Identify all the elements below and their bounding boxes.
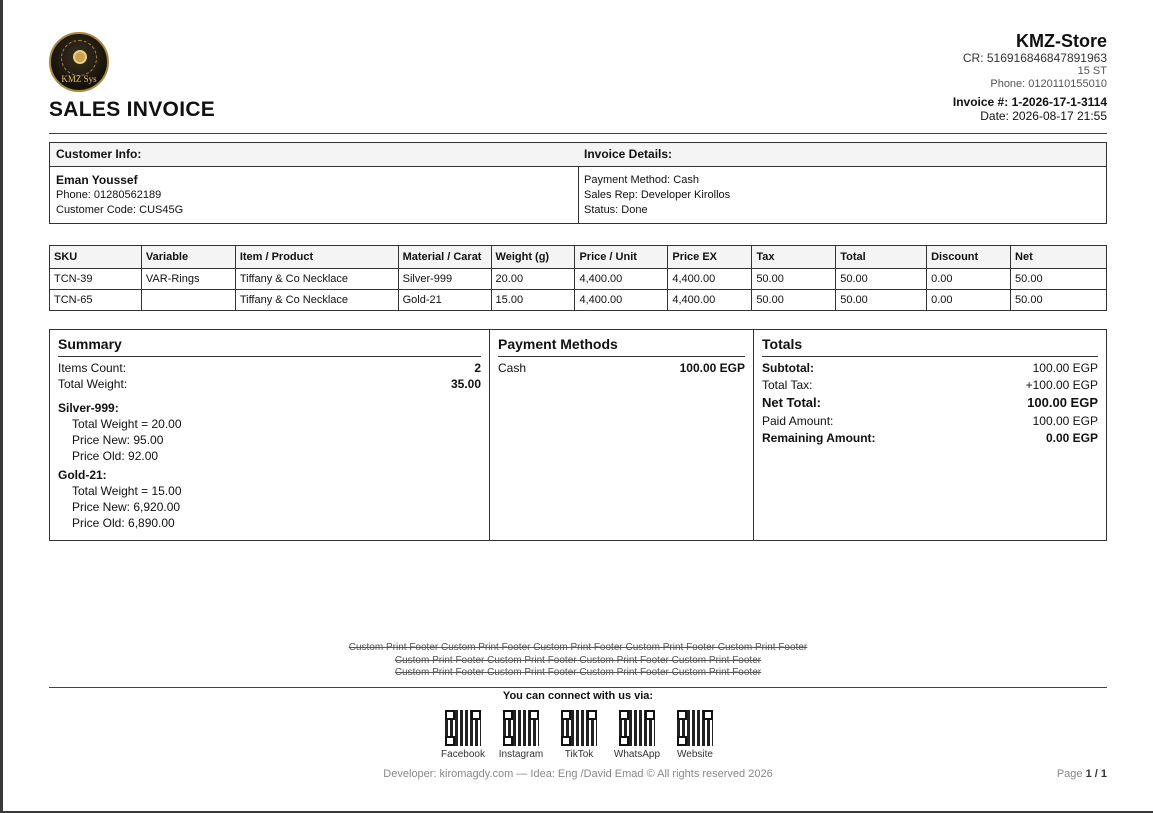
- payment-methods-section: [490, 330, 754, 540]
- invoice-details: [578, 143, 1106, 223]
- items-count: 2: [474, 361, 481, 375]
- table-cell: TCN-65: [50, 290, 142, 311]
- table-cell: TCN-39: [50, 269, 142, 290]
- tax-value: +100.00 EGP: [1025, 378, 1098, 392]
- store-cr: CR: 516916846847891963: [962, 51, 1107, 65]
- page-label: Page: [1056, 768, 1083, 780]
- social-facebook[interactable]: [434, 710, 492, 760]
- material-group-title: Silver-999:: [58, 401, 119, 415]
- connect-heading: You can connect with us via:: [502, 690, 654, 702]
- totals-section: [754, 330, 1106, 540]
- customer-name: Eman Youssef: [56, 173, 138, 187]
- table-row: [50, 290, 1107, 311]
- page-title: SALES INVOICE: [49, 98, 216, 121]
- payment-method: Payment Method: Cash: [584, 174, 699, 186]
- material-group-title: Gold-21:: [58, 468, 107, 482]
- qr-code-icon: [561, 710, 597, 746]
- material-group-line: Price New: 6,920.00: [72, 500, 181, 514]
- social-website[interactable]: [666, 710, 724, 760]
- store-address: 15 ST: [1077, 65, 1107, 77]
- summary-heading: Summary: [58, 336, 481, 357]
- subtotal-label: Subtotal:: [762, 361, 814, 375]
- qr-code-icon: [619, 710, 655, 746]
- custom-footer-line: Custom Print Footer Custom Print Footer Custom Print Footer Custom Print Footer: [394, 667, 762, 678]
- social-label: Instagram: [498, 749, 544, 760]
- invoice-number: 1-2026-17-1-3114: [1011, 95, 1107, 109]
- paid-value: 100.00 EGP: [1032, 414, 1098, 428]
- page-total: / 1: [1094, 768, 1107, 780]
- material-group-line: Price Old: 92.00: [72, 449, 159, 463]
- social-whatsapp[interactable]: [608, 710, 666, 760]
- qr-code-icon: [677, 710, 713, 746]
- sales-rep: Sales Rep: Developer Kirollos: [584, 189, 731, 201]
- column-header: Total: [836, 246, 927, 269]
- table-cell: 0.00: [927, 290, 1011, 311]
- table-cell: Gold-21: [398, 290, 491, 311]
- invoice-date: Date: 2026-08-17 21:55: [980, 109, 1107, 123]
- page-current: 1: [1085, 768, 1092, 780]
- material-group-line: Total Weight = 15.00: [72, 484, 182, 498]
- totals-heading: Totals: [762, 336, 1098, 357]
- table-cell: 50.00: [752, 269, 836, 290]
- table-cell: 4,400.00: [575, 269, 668, 290]
- table-cell: [141, 290, 235, 311]
- invoice-details-heading: Invoice Details:: [578, 143, 1106, 167]
- table-cell: 50.00: [752, 290, 836, 311]
- table-cell: 0.00: [927, 269, 1011, 290]
- column-header: Price EX: [668, 246, 752, 269]
- total-weight-label: Total Weight:: [58, 377, 128, 391]
- summary-block: [49, 329, 1107, 541]
- customer-info-heading: Customer Info:: [50, 143, 578, 167]
- table-cell: VAR-Rings: [141, 269, 235, 290]
- column-header: Item / Product: [235, 246, 398, 269]
- developer-credit: Developer: kiromagdy.com — Idea: Eng /David Emad © All rights reserved 2026: [383, 768, 773, 780]
- header-divider: [49, 133, 1107, 134]
- column-header: Tax: [752, 246, 836, 269]
- social-instagram[interactable]: [492, 710, 550, 760]
- store-logo: [49, 32, 109, 92]
- table-cell: 50.00: [836, 290, 927, 311]
- invoice-meta: [953, 95, 1107, 123]
- store-info: [963, 30, 1107, 91]
- material-group-line: Total Weight = 20.00: [72, 417, 182, 431]
- table-cell: 4,400.00: [668, 269, 752, 290]
- items-count-label: Items Count:: [58, 361, 127, 375]
- material-group-line: Price New: 95.00: [72, 433, 164, 447]
- customer-phone: Phone: 01280562189: [56, 189, 162, 201]
- column-header: Material / Carat: [398, 246, 491, 269]
- store-name: KMZ-Store: [1016, 31, 1107, 51]
- table-cell: 50.00: [1011, 269, 1107, 290]
- summary-section: [50, 330, 490, 540]
- table-cell: 50.00: [1011, 290, 1107, 311]
- material-group-line: Price Old: 6,890.00: [72, 516, 175, 530]
- table-cell: 50.00: [836, 269, 927, 290]
- footer-divider: [49, 687, 1107, 688]
- paid-label: Paid Amount:: [762, 414, 834, 428]
- viewer-frame-left: [0, 0, 3, 813]
- table-header-row: [50, 246, 1107, 269]
- column-header: Weight (g): [491, 246, 575, 269]
- invoice-number-label: Invoice #:: [952, 95, 1009, 109]
- custom-print-footer: [49, 642, 1107, 680]
- page-number: [1057, 768, 1107, 780]
- table-row: [50, 269, 1107, 290]
- social-qr-codes: [434, 710, 724, 760]
- store-phone: Phone: 0120110155010: [990, 78, 1107, 90]
- column-header: Price / Unit: [575, 246, 668, 269]
- net-total-value: 100.00 EGP: [1027, 395, 1098, 410]
- payment-methods-heading: Payment Methods: [498, 336, 745, 357]
- column-header: SKU: [50, 246, 142, 269]
- subtotal-value: 100.00 EGP: [1032, 361, 1098, 375]
- net-total-label: Net Total:: [762, 395, 821, 410]
- invoice-status: Status: Done: [584, 204, 648, 216]
- table-cell: Silver-999: [398, 269, 491, 290]
- social-tiktok[interactable]: [550, 710, 608, 760]
- logo-text: KMZ Sys: [61, 74, 97, 84]
- qr-code-icon: [445, 710, 481, 746]
- customer-info: [50, 143, 579, 223]
- customer-code: Customer Code: CUS45G: [56, 204, 184, 216]
- custom-footer-line: Custom Print Footer Custom Print Footer Custom Print Footer Custom Print Footer: [394, 654, 762, 666]
- social-label: Facebook: [441, 749, 485, 760]
- column-header: Discount: [927, 246, 1011, 269]
- table-cell: Tiffany & Co Necklace: [235, 290, 398, 311]
- remaining-value: 0.00 EGP: [1045, 431, 1098, 445]
- payment-method-amount: 100.00 EGP: [679, 361, 745, 375]
- logo-gear-icon: [73, 50, 87, 64]
- social-label: Website: [677, 749, 713, 760]
- table-cell: 20.00: [491, 269, 575, 290]
- payment-method-name: Cash: [498, 361, 527, 375]
- items-table: [49, 245, 1107, 311]
- social-label: WhatsApp: [613, 749, 661, 760]
- remaining-label: Remaining Amount:: [762, 431, 876, 445]
- column-header: Net: [1011, 246, 1107, 269]
- tax-label: Total Tax:: [762, 378, 813, 392]
- qr-code-icon: [503, 710, 539, 746]
- table-cell: Tiffany & Co Necklace: [235, 269, 398, 290]
- table-cell: 15.00: [491, 290, 575, 311]
- total-weight: 35.00: [450, 377, 481, 391]
- column-header: Variable: [141, 246, 235, 269]
- social-label: TikTok: [564, 749, 594, 760]
- custom-footer-line: Custom Print Footer Custom Print Footer Custom Print Footer Custom Print Footer Custom Print Footer: [348, 642, 808, 653]
- table-cell: 4,400.00: [575, 290, 668, 311]
- table-cell: 4,400.00: [668, 290, 752, 311]
- info-box: [49, 142, 1107, 224]
